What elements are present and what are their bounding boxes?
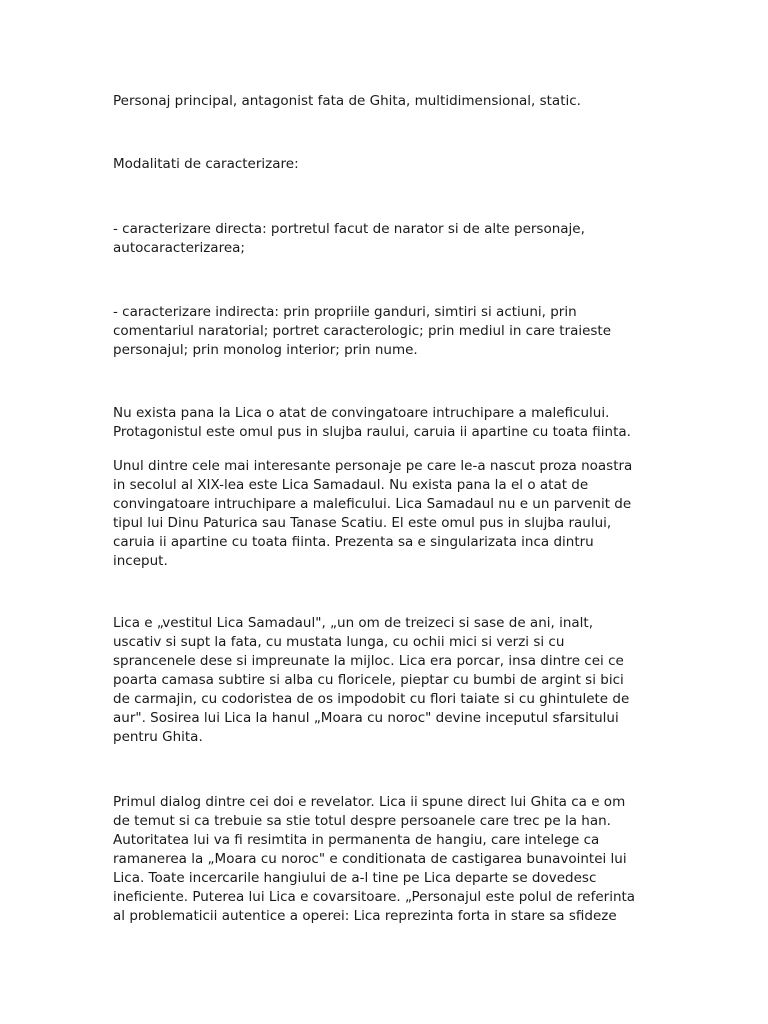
- paragraph-portrait: Lica e „vestitul Lica Samadaul", „un om de treizeci si sase de ani, inalt, uscativ si supt la fata, cu mustata lunga, cu ochii mici si verzi si cu sprancenele dese si impreunate la mijloc. Lica era porcar, insa dintre cei ce poarta camasa subtire si alba cu floricele, pieptar cu bumbi de argint si bici de carmajin, cu codoristea de os impodobit cu flori taiate si cu ghintulete de aur". Sosirea lui Lica la hanul „Moara cu noroc" devine inceputul sfarsitului pentru Ghita.: [113, 615, 630, 745]
- paragraph-intro: Personaj principal, antagonist fata de Ghita, multidimensional, static.: [113, 93, 581, 109]
- paragraph-first-dialog: Primul dialog dintre cei doi e revelator. Lica ii spune direct lui Ghita ca e om de temut si ca trebuie sa stie totul despre persoanele care trec pe la han. Autoritatea lui va fi resimtita in permanenta de hangiu, care intelege ca ramanerea la „Moara cu noroc" e conditionata de castigarea bunavointei lui Lica. Toate incercarile hangiului de a-l tine pe Lica departe se dovedesc ineficiente. Puterea lui Lica e covarsitoare. „Personajul este polul de referinta al problematicii autentice a operei: Lica reprezinta forta in stare sa sfideze: [113, 794, 636, 924]
- paragraph-lica-samadaul: Unul dintre cele mai interesante personaje pe care le-a nascut proza noastra in secolul al XIX-lea este Lica Samadaul. Nu exista pana la el o atat de convingatoare intruchipare a maleficului. Lica Samadaul nu e un parvenit de tipul lui Dinu Paturica sau Tanase Scatiu. El este omul pus in slujba raului, caruia ii apartine cu toata fiinta. Prezenta sa e singularizata inca dintru inceput.: [113, 458, 633, 569]
- paragraph-indirect-characterization: - caracterizare indirecta: prin propriile ganduri, simtiri si actiuni, prin comentariul naratorial; portret caracterologic; prin mediul in care traieste personajul; prin monolog interior; prin nume.: [113, 304, 612, 358]
- paragraph-direct-characterization: - caracterizare directa: portretul facut de narator si de alte personaje, autocaracterizarea;: [113, 221, 585, 256]
- paragraph-malefic-summary: Nu exista pana la Lica o atat de convingatoare intruchipare a maleficului. Protagonistul este omul pus in slujba raului, caruia ii apartine cu toata fiinta.: [113, 405, 631, 440]
- paragraph-heading-methods: Modalitati de caracterizare:: [113, 156, 299, 172]
